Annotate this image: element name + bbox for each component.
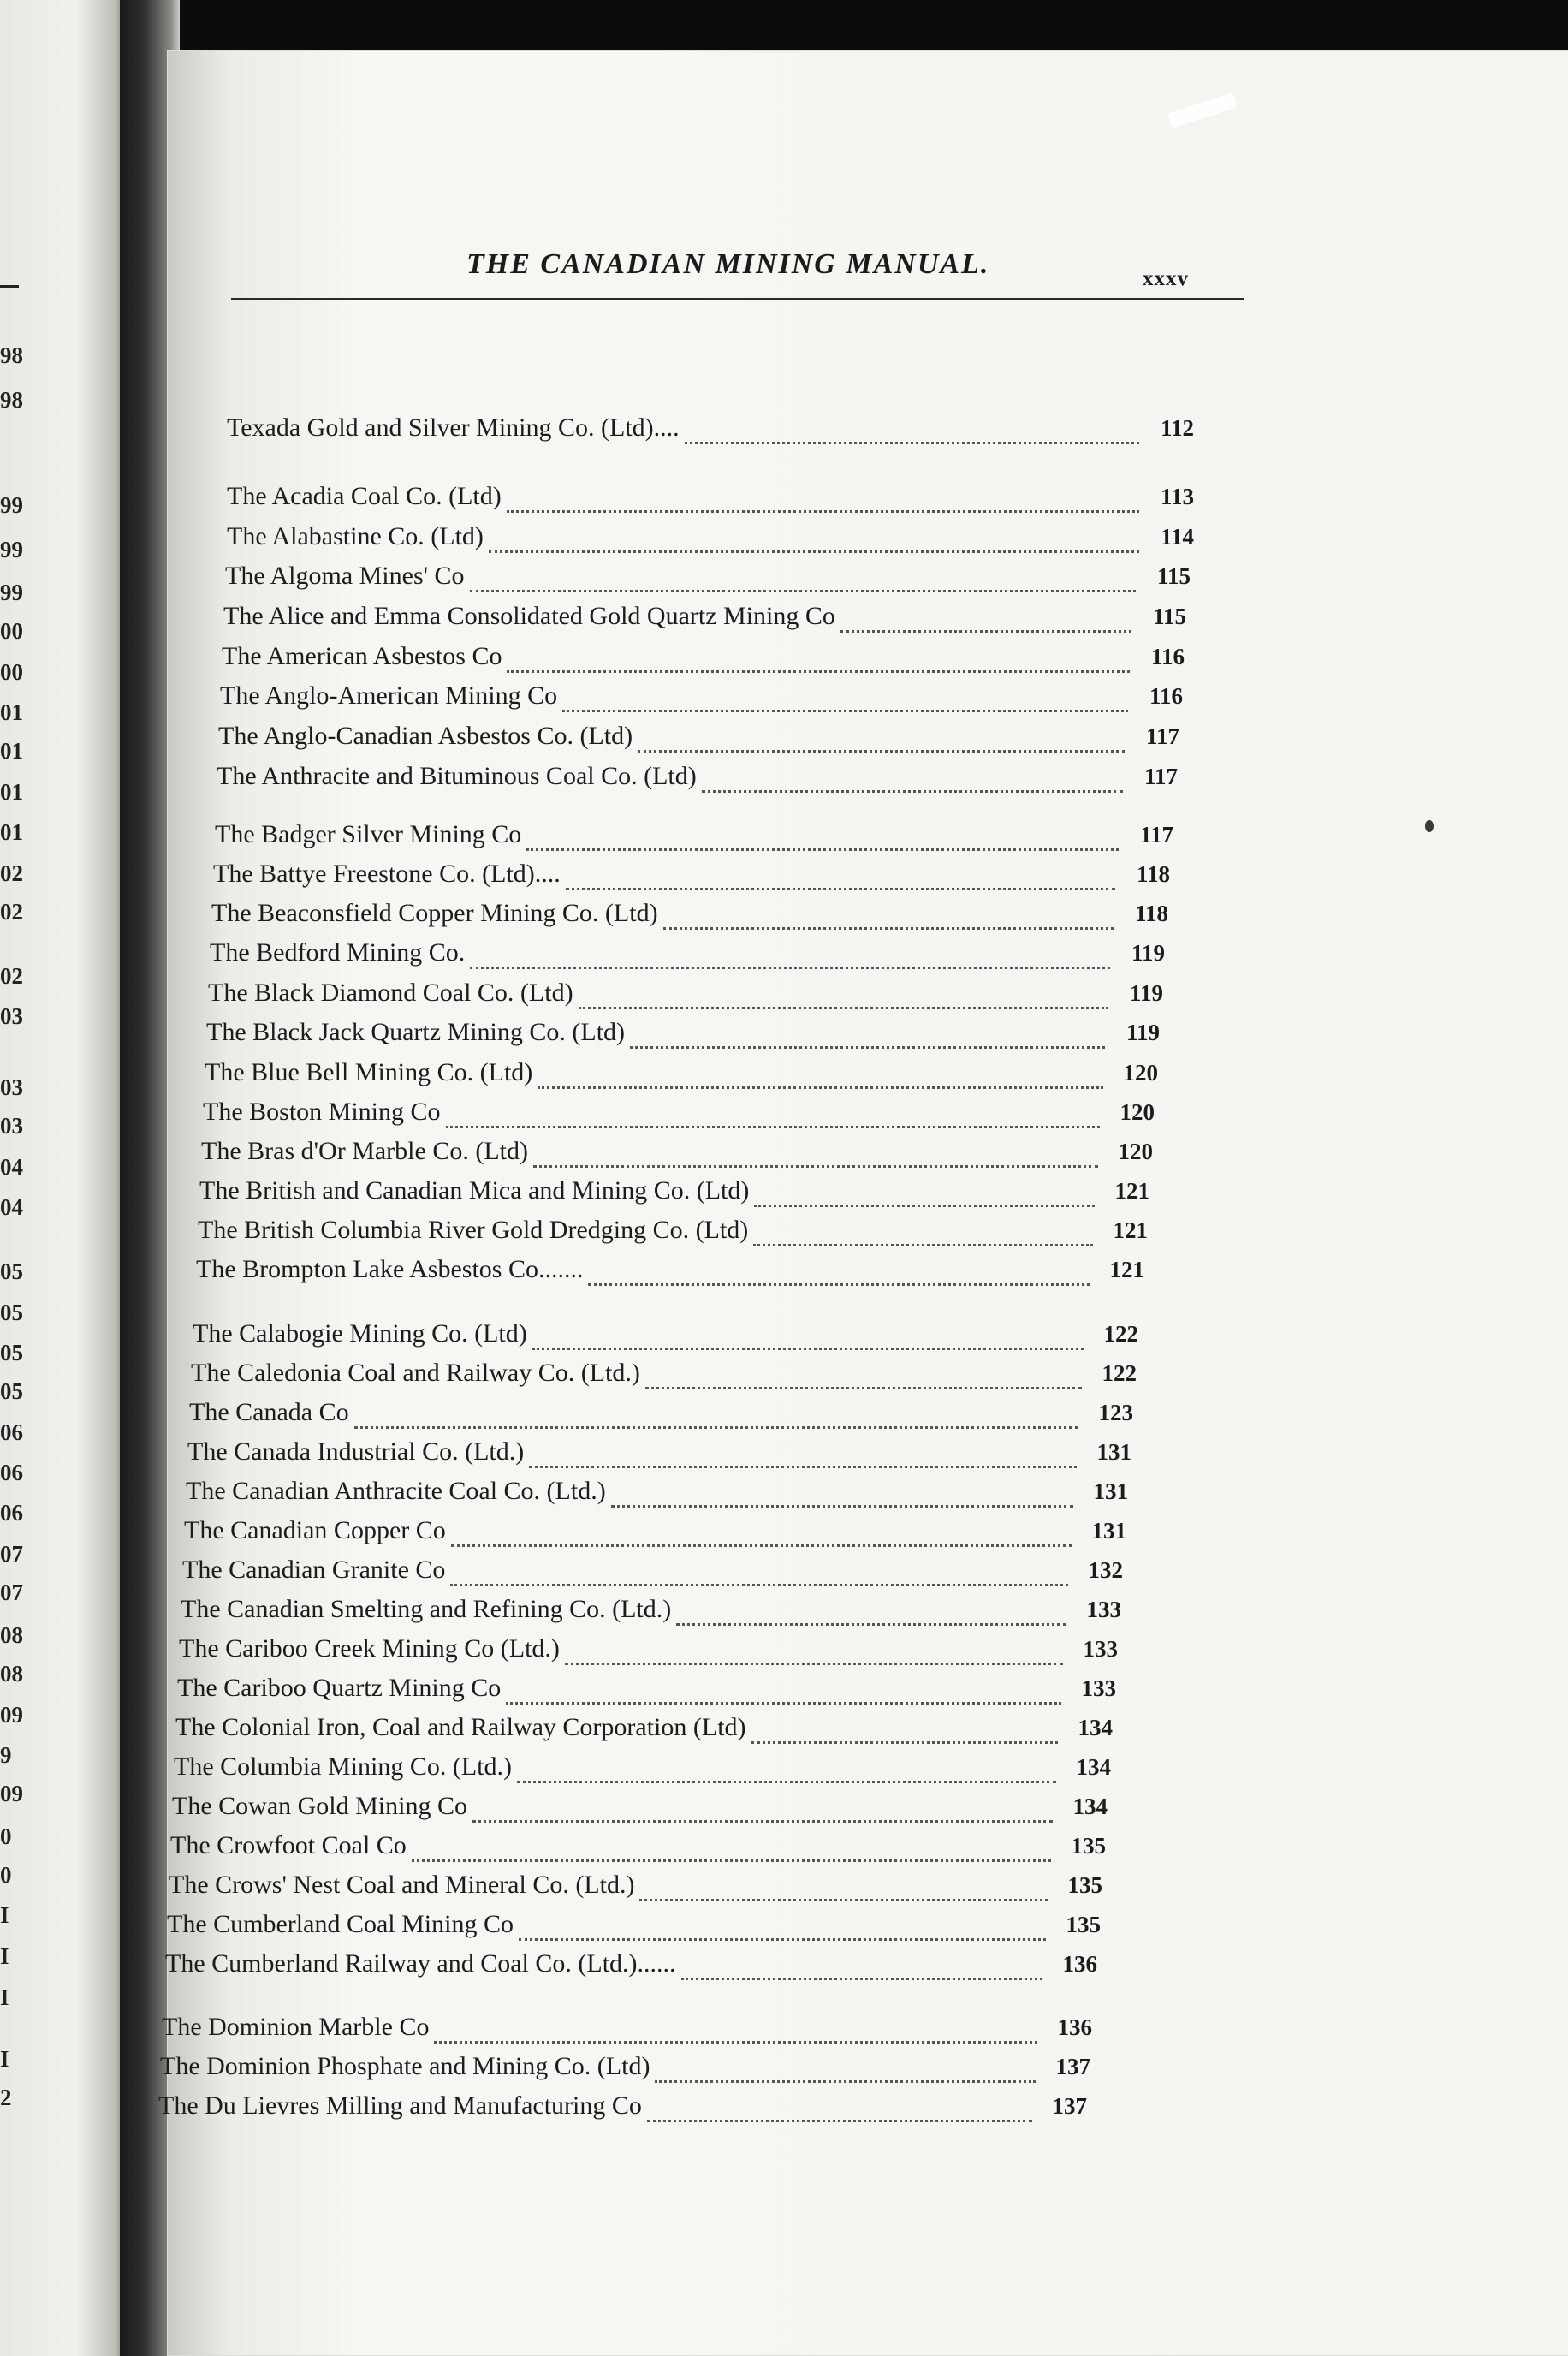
entry-company-name: The Canadian Smelting and Refining Co. (Ltd.): [181, 1595, 672, 1623]
facing-page-number: 04: [0, 1194, 23, 1220]
facing-page-number: 02: [0, 860, 23, 886]
entry-company-name: The Anthracite and Bituminous Coal Co. (Ltd): [217, 762, 697, 790]
dot-leader: [472, 1819, 1053, 1823]
entry-company-name: The Colonial Iron, Coal and Railway Corporation (Ltd): [175, 1713, 746, 1741]
index-entry: [225, 562, 1191, 601]
entry-page-number: 117: [1143, 764, 1178, 789]
entry-company-name: Texada Gold and Silver Mining Co. (Ltd)....: [227, 413, 680, 442]
facing-page: [0, 0, 128, 2356]
index-entry: [206, 1018, 1160, 1057]
entry-company-name: The Cariboo Quartz Mining Co: [177, 1674, 502, 1702]
index-entry: [189, 1398, 1133, 1437]
index-entry: [181, 1595, 1121, 1634]
dot-leader: [638, 749, 1125, 753]
entry-company-name: The Canada Industrial Co. (Ltd.): [187, 1437, 525, 1466]
facing-page-number: 98: [0, 387, 23, 413]
entry-company-name: The Badger Silver Mining Co: [215, 820, 522, 848]
entry-company-name: The Bras d'Or Marble Co. (Ltd): [201, 1137, 528, 1165]
index-entry: [217, 762, 1178, 801]
paper-scuff: [1167, 92, 1238, 128]
dot-leader: [526, 848, 1119, 851]
index-entry: [201, 1137, 1153, 1176]
index-entry: [167, 1910, 1101, 1949]
dot-leader: [579, 1006, 1108, 1009]
dot-leader: [451, 1544, 1072, 1547]
entry-page-number: 135: [1071, 1833, 1106, 1859]
entry-page-number: 136: [1057, 2014, 1092, 2040]
entry-page-number: 113: [1160, 484, 1194, 509]
entry-page-number: 118: [1134, 901, 1168, 926]
header-rule: [231, 298, 1244, 300]
entry-company-name: The Black Diamond Coal Co. (Ltd): [208, 979, 573, 1007]
index-entry: [211, 899, 1168, 938]
index-entry: [186, 1477, 1128, 1516]
dot-leader: [663, 926, 1114, 930]
entry-page-number: 120: [1123, 1060, 1158, 1086]
dot-leader: [519, 1937, 1046, 1941]
running-title: THE CANADIAN MINING MANUAL.: [466, 248, 990, 280]
index-entry: [165, 1949, 1097, 1989]
facing-page-number: 99: [0, 492, 23, 518]
entry-page-number: 117: [1139, 822, 1173, 848]
entry-page-number: 119: [1131, 940, 1165, 966]
facing-page-number: 98: [0, 342, 23, 368]
facing-page-number: I: [0, 2046, 9, 2072]
entry-page-number: 131: [1096, 1439, 1131, 1465]
index-entry: [172, 1792, 1108, 1831]
facing-page-number: 07: [0, 1580, 23, 1605]
dot-leader: [562, 709, 1128, 712]
entry-page-number: 131: [1091, 1518, 1126, 1544]
dot-leader: [840, 629, 1131, 633]
entry-company-name: The Acadia Coal Co. (Ltd): [227, 482, 502, 510]
index-entry: [215, 820, 1173, 860]
index-entry: [162, 2013, 1092, 2052]
index-entry: [198, 1216, 1148, 1255]
entry-page-number: 121: [1109, 1257, 1144, 1282]
dot-leader: [506, 1701, 1061, 1705]
index-entry: [199, 1176, 1149, 1216]
entry-company-name: The Boston Mining Co: [203, 1098, 441, 1126]
entry-company-name: The Bedford Mining Co.: [210, 938, 466, 967]
dot-leader: [655, 2079, 1036, 2083]
entry-company-name: The Canadian Granite Co: [182, 1556, 446, 1584]
facing-page-number: 05: [0, 1378, 23, 1404]
dot-leader: [611, 1504, 1073, 1508]
entry-company-name: The Brompton Lake Asbestos Co.......: [196, 1255, 584, 1283]
entry-company-name: The Cumberland Coal Mining Co: [167, 1910, 514, 1938]
entry-page-number: 119: [1129, 980, 1163, 1006]
index-entry: [205, 1058, 1158, 1098]
dot-leader: [751, 1740, 1058, 1744]
facing-page-number: 02: [0, 963, 23, 989]
index-entry: [191, 1359, 1137, 1398]
facing-page-number: 9: [0, 1742, 12, 1768]
entry-page-number: 120: [1120, 1099, 1155, 1125]
entry-page-number: 121: [1114, 1178, 1149, 1204]
facing-page-number: 09: [0, 1781, 23, 1806]
facing-page-number: 04: [0, 1154, 23, 1180]
index-entry: [227, 482, 1194, 521]
index-entry: [175, 1713, 1113, 1752]
entry-company-name: The Dominion Marble Co: [162, 2013, 430, 2041]
index-entry: [179, 1634, 1118, 1674]
dot-leader: [753, 1243, 1093, 1246]
entry-page-number: 122: [1102, 1360, 1137, 1386]
index-entry: [220, 681, 1183, 721]
dot-leader: [754, 1204, 1095, 1207]
dot-leader: [507, 509, 1139, 513]
entry-page-number: 123: [1098, 1400, 1133, 1425]
entry-company-name: The Dominion Phosphate and Mining Co. (Ltd): [160, 2052, 650, 2080]
facing-page-number: 03: [0, 1113, 23, 1139]
facing-page-number: 05: [0, 1258, 23, 1284]
index-entry: [169, 1871, 1102, 1910]
index-entry: [184, 1516, 1126, 1556]
index-entry: [177, 1674, 1116, 1713]
facing-page-rule: [0, 285, 19, 288]
facing-page-number: I: [0, 1902, 9, 1928]
entry-page-number: 135: [1066, 1912, 1101, 1937]
dot-leader: [446, 1125, 1100, 1128]
entry-page-number: 133: [1083, 1636, 1118, 1662]
entry-page-number: 115: [1152, 604, 1186, 629]
dot-leader: [630, 1045, 1105, 1049]
facing-page-number: 00: [0, 659, 23, 685]
dot-leader: [645, 1386, 1082, 1389]
entry-page-number: 119: [1126, 1020, 1160, 1045]
dot-leader: [565, 1662, 1063, 1665]
dot-leader: [450, 1583, 1068, 1586]
facing-page-number: 06: [0, 1500, 23, 1526]
facing-page-number: 03: [0, 1074, 23, 1100]
entry-page-number: 117: [1145, 723, 1179, 749]
index-entry: [208, 979, 1163, 1018]
entry-company-name: The Black Jack Quartz Mining Co. (Ltd): [206, 1018, 626, 1046]
entry-company-name: The Blue Bell Mining Co. (Ltd): [205, 1058, 533, 1086]
entry-page-number: 115: [1156, 563, 1191, 589]
facing-page-number: 07: [0, 1541, 23, 1567]
dot-leader: [702, 789, 1123, 793]
dot-leader: [538, 1086, 1103, 1089]
entry-page-number: 137: [1055, 2054, 1090, 2079]
facing-page-number: 03: [0, 1003, 23, 1029]
dot-leader: [517, 1780, 1056, 1783]
index-entry: [223, 602, 1186, 641]
entry-page-number: 136: [1062, 1951, 1097, 1977]
entry-page-number: 134: [1076, 1754, 1111, 1780]
entry-company-name: The Caledonia Coal and Railway Co. (Ltd.): [191, 1359, 640, 1387]
entry-page-number: 131: [1093, 1478, 1128, 1504]
entry-company-name: The Canadian Anthracite Coal Co. (Ltd.): [186, 1477, 606, 1505]
index-entry: [182, 1556, 1123, 1595]
index-entry: [170, 1831, 1106, 1871]
dot-leader: [639, 1898, 1048, 1901]
ink-speck: [1425, 820, 1434, 832]
entry-company-name: The Anglo-Canadian Asbestos Co. (Ltd): [218, 722, 633, 750]
entry-company-name: The Beaconsfield Copper Mining Co. (Ltd): [211, 899, 658, 927]
facing-page-number: 99: [0, 580, 23, 605]
dot-leader: [566, 887, 1115, 890]
entry-company-name: The British and Canadian Mica and Mining Co. (Ltd): [199, 1176, 750, 1205]
entry-page-number: 118: [1136, 861, 1170, 887]
dot-leader: [434, 2040, 1037, 2044]
facing-page-number: 2: [0, 2085, 12, 2110]
dot-leader: [412, 1859, 1051, 1862]
entry-company-name: The Calabogie Mining Co. (Ltd): [193, 1319, 527, 1348]
dot-leader: [681, 1977, 1042, 1980]
entry-company-name: The Crowfoot Coal Co: [170, 1831, 407, 1859]
index-entry: [158, 2091, 1087, 2131]
facing-page-number: 01: [0, 738, 23, 764]
dot-leader: [470, 589, 1136, 592]
entry-page-number: 114: [1160, 524, 1194, 550]
index-entry: [218, 722, 1179, 761]
index-entry: [193, 1319, 1138, 1359]
dot-leader: [532, 1347, 1084, 1350]
facing-page-number: I: [0, 1984, 9, 2010]
entry-company-name: The American Asbestos Co: [222, 642, 502, 670]
index-entry: [203, 1098, 1155, 1137]
facing-page-number: 08: [0, 1661, 23, 1687]
facing-page-number: 06: [0, 1460, 23, 1485]
dot-leader: [676, 1622, 1066, 1626]
facing-page-number: 02: [0, 899, 23, 925]
entry-page-number: 122: [1103, 1321, 1138, 1347]
dot-leader: [507, 669, 1130, 673]
entry-page-number: 116: [1149, 683, 1183, 709]
index-entry: [187, 1437, 1131, 1477]
entry-page-number: 132: [1088, 1557, 1123, 1583]
entry-company-name: The Algoma Mines' Co: [225, 562, 465, 590]
entry-company-name: The Alice and Emma Consolidated Gold Quartz Mining Co: [223, 602, 835, 630]
entry-page-number: 121: [1113, 1217, 1148, 1243]
entry-page-number: 112: [1160, 415, 1194, 441]
index-entry: [160, 2052, 1090, 2091]
entry-page-number: 133: [1086, 1597, 1121, 1622]
page-number-folio: xxxv: [1143, 267, 1189, 290]
dot-leader: [354, 1425, 1078, 1429]
facing-page-number: 05: [0, 1300, 23, 1325]
entry-company-name: The Columbia Mining Co. (Ltd.): [174, 1752, 512, 1781]
index-entry: [213, 860, 1170, 899]
entry-company-name: The Cariboo Creek Mining Co (Ltd.): [179, 1634, 560, 1663]
index-entry: [174, 1752, 1111, 1792]
entry-page-number: 135: [1067, 1872, 1102, 1898]
index-entry: [196, 1255, 1144, 1294]
facing-page-number: 09: [0, 1702, 23, 1728]
entry-page-number: 134: [1072, 1794, 1108, 1819]
facing-page-number: 99: [0, 537, 23, 562]
dot-leader: [588, 1282, 1090, 1286]
entry-company-name: The Canada Co: [189, 1398, 349, 1426]
facing-page-number: 0: [0, 1824, 12, 1849]
entry-page-number: 116: [1150, 644, 1185, 669]
facing-page-number: I: [0, 1943, 9, 1969]
entry-page-number: 133: [1081, 1675, 1116, 1701]
dot-leader: [533, 1164, 1098, 1168]
dot-leader: [685, 441, 1139, 444]
dot-leader: [647, 2119, 1032, 2122]
index-entry: [222, 642, 1185, 681]
entry-company-name: The Canadian Copper Co: [184, 1516, 446, 1544]
entry-company-name: The Du Lievres Milling and Manufacturing Co: [158, 2091, 642, 2120]
facing-page-number: 01: [0, 699, 23, 725]
entry-page-number: 120: [1118, 1139, 1153, 1164]
dot-leader: [470, 966, 1110, 969]
dot-leader: [529, 1465, 1077, 1468]
facing-page-number: 01: [0, 819, 23, 845]
facing-page-number: 08: [0, 1622, 23, 1648]
facing-page-number: 05: [0, 1340, 23, 1365]
book-page: [158, 50, 1568, 2356]
index-entry: [227, 522, 1194, 562]
entry-company-name: The Battye Freestone Co. (Ltd)....: [213, 860, 561, 888]
entry-page-number: 134: [1078, 1715, 1113, 1740]
entry-company-name: The Alabastine Co. (Ltd): [227, 522, 484, 550]
entry-company-name: The Cowan Gold Mining Co: [172, 1792, 467, 1820]
facing-page-number: 06: [0, 1419, 23, 1445]
entry-page-number: 137: [1052, 2093, 1087, 2119]
entry-company-name: The Cumberland Railway and Coal Co. (Ltd.)......: [165, 1949, 676, 1978]
facing-page-number: 01: [0, 779, 23, 805]
index-entry: [210, 938, 1165, 978]
facing-page-number: 0: [0, 1862, 12, 1888]
entry-company-name: The Crows' Nest Coal and Mineral Co. (Ltd.): [169, 1871, 635, 1899]
entry-company-name: The Anglo-American Mining Co: [220, 681, 558, 710]
entry-company-name: The British Columbia River Gold Dredging Co. (Ltd): [198, 1216, 749, 1244]
index-entry: [227, 413, 1194, 453]
dot-leader: [489, 550, 1139, 553]
facing-page-number: 00: [0, 618, 23, 644]
